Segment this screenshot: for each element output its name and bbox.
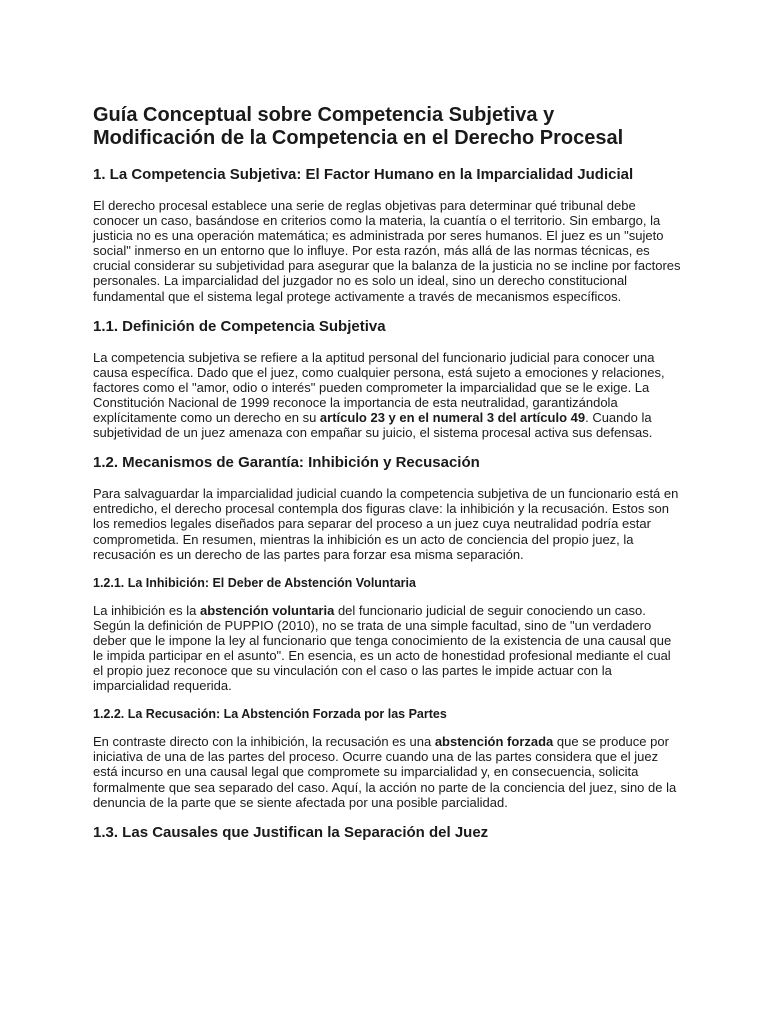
section-1-1-paragraph [93,350,683,441]
section-1-2-1-paragraph [93,603,683,694]
s122-text-b: que se produce por iniciativa de una de las partes del proceso. Ocurre cuando una de las partes considera que el juez está incurso en una causal legal que compromete su imparcialidad y, en consecuencia, solicita formalmente que sea separado del caso. Aquí, la acción no parte de la conciencia del juez, sino de la denuncia de la parte que se siente afectada por una posible parcialidad. [93,734,677,810]
section-heading-1-2-2: 1.2.2. La Recusación: La Abstención Forzada por las Partes [93,707,447,722]
title-line-2: Modificación de la Competencia en el Derecho Procesal [93,127,624,149]
s122-bold-text: abstención forzada [434,734,554,750]
s11-text-b: . Cuando la subjetividad de un juez amenaza con empañar su juicio, el sistema procesal activa sus defensas. [93,410,653,441]
document-page [93,104,683,842]
document-title [93,104,683,150]
section-1-paragraph: El derecho procesal establece una serie de reglas objetivas para determinar qué tribunal debe conocer un caso, basándose en criterios como la materia, la cuantía o el territorio. Sin embargo, la justicia no es una operación matemática; es administrada por seres humanos. El juez es un "sujeto social" inmerso en un entorno que lo influye. Por esta razón, más allá de las normas técnicas, es crucial considerar su subjetividad para asegurar que la balanza de la justicia no se incline por factores personales. La imparcialidad del juzgador no es solo un ideal, sino un derecho constitucional fundamental que el sistema legal protege activamente a través de mecanismos específicos. [93,198,681,304]
section-1-2-2-paragraph [93,734,683,809]
section-heading-1-3: 1.3. Las Causales que Justifican la Separación del Juez [93,823,489,841]
section-heading-1: 1. La Competencia Subjetiva: El Factor Humano en la Imparcialidad Judicial [93,166,634,183]
s11-bold-text: artículo 23 y en el numeral 3 del artículo 49 [319,410,586,426]
section-1-2-paragraph: Para salvaguardar la imparcialidad judicial cuando la competencia subjetiva de un funcionario está en entredicho, el derecho procesal contempla dos figuras clave: la inhibición y la recusación. Estos son los remedios legales diseñados para separar del proceso a un juez cuya neutralidad podría estar comprometida. En resumen, mientras la inhibición es un acto de conciencia del propio juez, la recusación es un derecho de las partes para forzar esa misma separación. [93,486,679,562]
section-heading-1-2-1: 1.2.1. La Inhibición: El Deber de Abstención Voluntaria [93,575,416,590]
section-heading-1-1: 1.1. Definición de Competencia Subjetiva [93,317,386,335]
s121-text-b: del funcionario judicial de seguir conociendo un caso. Según la definición de PUPPIO (2010), no se trata de una simple facultad, sino de "un verdadero deber que le impone la ley al funcionario que tenga conocimiento de la existencia de una causal que le impida participar en el asunto". En esencia, es un acto de honestidad profesional mediante el cual el propio juez reconoce que su vinculación con el caso o las partes le impide actuar con la imparcialidad requerida. [93,602,672,694]
s121-text-a: La inhibición es la [93,602,200,618]
s122-text-a: En contraste directo con la inhibición, la recusación es una [93,734,435,750]
s11-text-a: La competencia subjetiva se refiere a la aptitud personal del funcionario judicial para conocer una causa específica. Dado que el juez, como cualquier persona, está sujeto a emociones y relaciones, factores como el "amor, odio o interés" pueden comprometer la imparcialidad que se le exige. La Constitución Nacional de 1999 reconoce la importancia de esta neutralidad, garantizándola explícitamente como un derecho en su [93,349,665,426]
title-line-1: Guía Conceptual sobre Competencia Subjetiva y [93,104,555,126]
s121-bold-text: abstención voluntaria [199,602,335,618]
section-heading-1-2: 1.2. Mecanismos de Garantía: Inhibición y Recusación [93,454,480,472]
